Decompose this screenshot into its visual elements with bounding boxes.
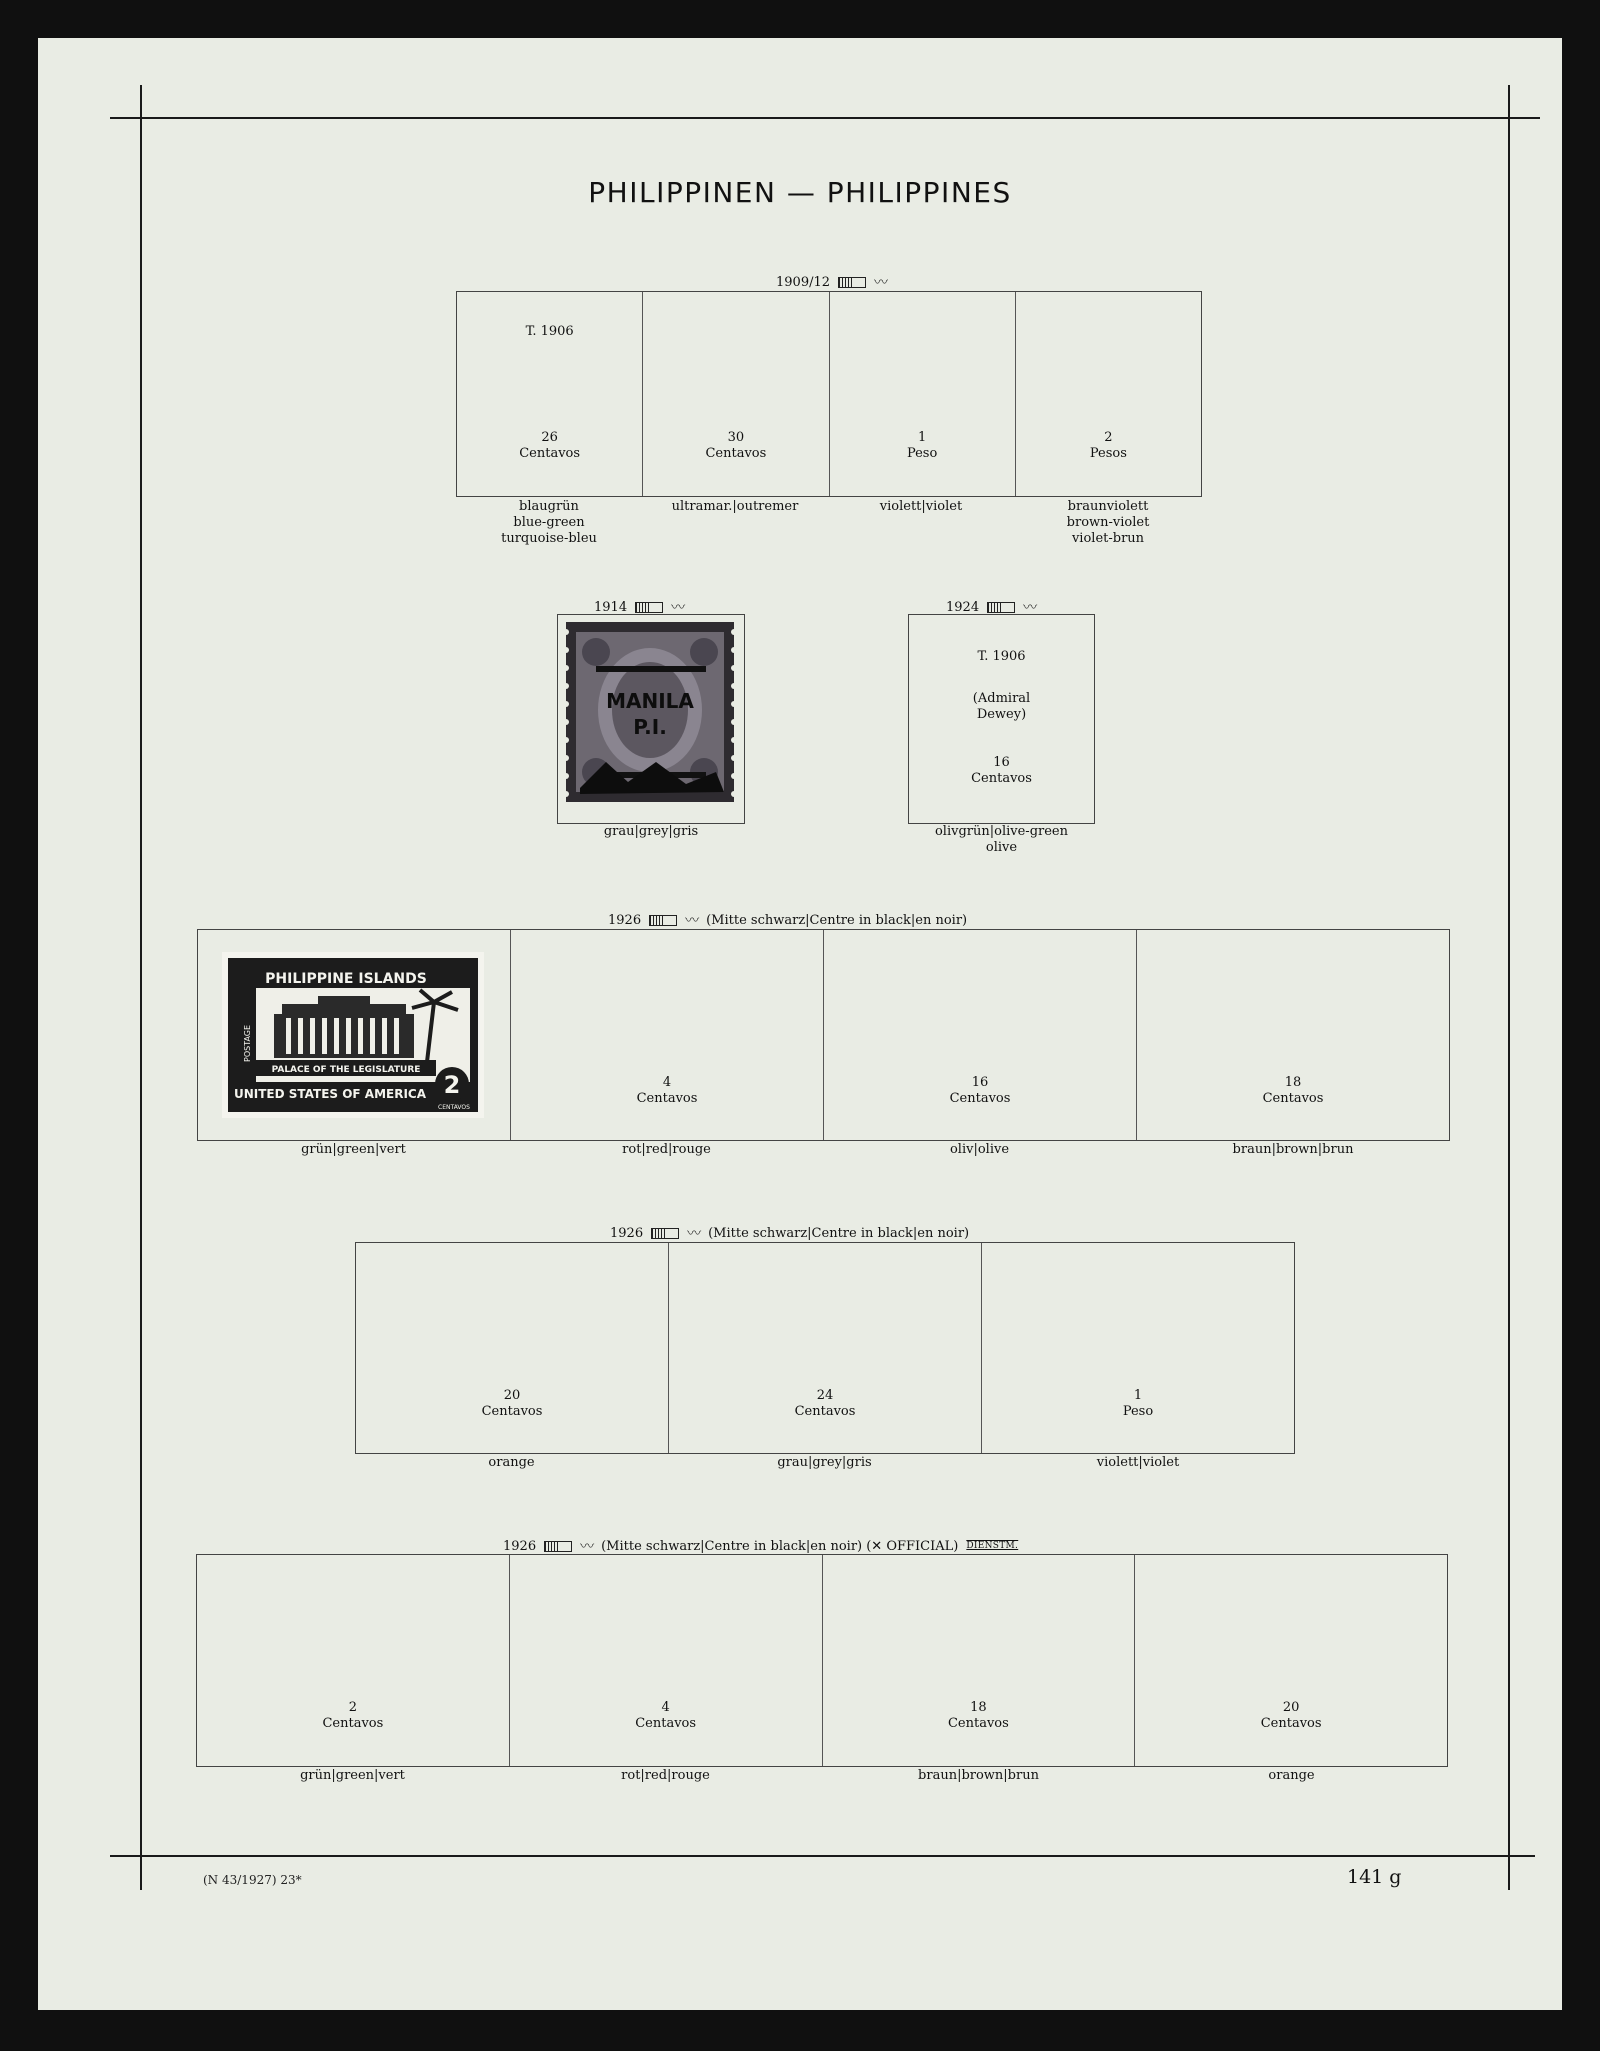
watermark-icon: 〰 [580, 1539, 594, 1555]
stamp-value: 24 [816, 1388, 834, 1403]
page-number: 141 g [1347, 1866, 1402, 1888]
color-label: violett|violet [1096, 1455, 1180, 1470]
color-label: blaugrün blue-green turquoise-bleu [501, 499, 597, 546]
color-label: grün|green|vert [300, 1768, 405, 1783]
stamp-slot[interactable] [642, 292, 828, 496]
section-header-1909 [776, 272, 887, 292]
color-label: rot|red|rouge [621, 1768, 710, 1783]
stamp-slot[interactable] [510, 930, 823, 1140]
official-mark: DIENSTM. [966, 1541, 1019, 1551]
stamp-unit: Peso [906, 446, 938, 461]
stamp-value: 26 [541, 430, 558, 445]
stamp-unit: Centavos [1262, 1091, 1324, 1106]
year-label: 1926 [503, 1538, 537, 1554]
color-label: oliv|olive [949, 1142, 1010, 1157]
stamp-slot[interactable] [197, 1555, 509, 1766]
stamp-unit: Centavos [971, 771, 1032, 786]
stamp-slot[interactable] [1134, 1555, 1447, 1766]
left-border-rule [140, 85, 142, 1890]
sub-note-line-2: Dewey) [976, 707, 1027, 722]
stamp-frame-row-1909 [456, 291, 1202, 497]
section-header-1926-b [610, 1223, 969, 1243]
overprint-line-2: P.I. [633, 715, 667, 739]
stamp-slot[interactable] [457, 292, 642, 496]
watermark-icon: 〰 [685, 913, 699, 929]
perforation-icon [987, 602, 1015, 613]
watermark-icon: 〰 [1023, 600, 1037, 616]
page-title: PHILIPPINEN — PHILIPPINES [588, 176, 1012, 209]
stamp-slot[interactable] [509, 1555, 822, 1766]
color-label: grün|green|vert [301, 1142, 406, 1157]
stamp-frame-row-1926-b [355, 1242, 1295, 1454]
stamp-slot[interactable] [1136, 930, 1449, 1140]
stamp-unit: Centavos [636, 1091, 698, 1106]
perforation-icon [544, 1541, 572, 1552]
stamp-unit: Centavos [481, 1404, 543, 1419]
watermark-icon: 〰 [687, 1226, 701, 1242]
bottom-border-rule [110, 1855, 1535, 1857]
color-label: violett|violet [879, 499, 963, 514]
color-label: grau|grey|gris [777, 1455, 872, 1470]
year-label: 1926 [610, 1225, 644, 1241]
sub-note-line-1: (Admiral [972, 691, 1031, 706]
stamp-value: 20 [503, 1388, 521, 1403]
stamp-image-manila-overprint[interactable] [566, 622, 734, 802]
year-label: 1924 [946, 599, 980, 615]
perforation-icon [635, 602, 663, 613]
stamp-value: 18 [1284, 1075, 1302, 1090]
section-header-1926-a [608, 910, 967, 930]
stamp-slot[interactable] [981, 1243, 1294, 1453]
stamp-value: 20 [1282, 1700, 1300, 1715]
perforation-icon [838, 277, 866, 288]
stamp-slot[interactable] [668, 1243, 981, 1453]
header-note: (Mitte schwarz|Centre in black|en noir) (✕ OFFICIAL) [601, 1538, 959, 1554]
stamp-value: 1 [917, 430, 927, 445]
year-label: 1926 [608, 912, 642, 928]
color-label: olivgrün|olive-green olive [934, 824, 1068, 855]
stamp-denomination: 2 [443, 1071, 461, 1099]
watermark-icon: 〰 [874, 275, 888, 291]
stamp-value: 1 [1133, 1388, 1143, 1403]
palace-building [274, 996, 414, 1058]
stamp-slot[interactable] [1015, 292, 1201, 496]
stamp-bottom-text: UNITED STATES OF AMERICA [233, 1087, 427, 1101]
type-note: T. 1906 [525, 324, 574, 339]
right-border-rule [1508, 85, 1510, 1890]
type-note: T. 1906 [977, 649, 1026, 664]
stamp-slot[interactable] [823, 930, 1136, 1140]
stamp-unit: Centavos [519, 446, 581, 461]
print-reference: (N 43/1927) 23* [203, 1873, 302, 1887]
color-label: braun|brown|brun [918, 1768, 1039, 1783]
header-note: (Mitte schwarz|Centre in black|en noir) [708, 1225, 970, 1241]
stamp-unit: Centavos [794, 1404, 856, 1419]
stamp-slot[interactable] [356, 1243, 668, 1453]
stamp-unit: Centavos [705, 446, 767, 461]
stamp-slot[interactable] [822, 1555, 1135, 1766]
stamp-unit: Centavos [635, 1716, 697, 1731]
stamp-frame-1924 [908, 614, 1095, 824]
section-header-1926-official [503, 1536, 1018, 1556]
color-label: braunviolett brown-violet violet-brun [1066, 499, 1150, 546]
color-label: orange [1268, 1768, 1315, 1783]
stamp-unit: Centavos [947, 1716, 1009, 1731]
stamp-image-palace-legislature[interactable] [222, 952, 484, 1118]
stamp-value: 30 [727, 430, 745, 445]
year-label: 1914 [594, 599, 628, 615]
stamp-value: 4 [661, 1700, 670, 1715]
stamp-value: 2 [1104, 430, 1113, 445]
stamp-unit: Peso [1122, 1404, 1154, 1419]
stamp-value: 18 [970, 1700, 987, 1715]
stamp-value: 4 [662, 1075, 672, 1090]
stamp-slot[interactable] [909, 615, 1094, 823]
stamp-slot[interactable] [829, 292, 1015, 496]
stamp-caption: PALACE OF THE LEGISLATURE [271, 1065, 421, 1075]
header-note: (Mitte schwarz|Centre in black|en noir) [706, 912, 968, 928]
overprint-line-1: MANILA [606, 689, 694, 713]
stamp-value: 2 [348, 1700, 358, 1715]
color-label: rot|red|rouge [622, 1142, 711, 1157]
stamp-top-text: PHILIPPINE ISLANDS [265, 971, 427, 987]
stamp-value: 16 [971, 1075, 989, 1090]
stamp-frame-row-1926-official [196, 1554, 1448, 1767]
color-label: ultramar.|outremer [671, 499, 799, 514]
stamp-side-text: POSTAGE [243, 1024, 252, 1062]
color-label: grau|grey|gris [603, 824, 699, 839]
perforation-icon [651, 1228, 679, 1239]
color-label: orange [488, 1455, 535, 1470]
watermark-icon: 〰 [671, 600, 685, 616]
stamp-denomination-unit: CENTAVOS [438, 1104, 470, 1111]
year-label: 1909/12 [776, 274, 831, 290]
stamp-unit: Centavos [1260, 1716, 1322, 1731]
top-border-rule [110, 117, 1540, 119]
color-label: braun|brown|brun [1232, 1142, 1354, 1157]
stamp-unit: Centavos [322, 1716, 384, 1731]
stamp-value: 16 [993, 755, 1010, 770]
stamp-unit: Centavos [949, 1091, 1011, 1106]
stamp-unit: Pesos [1089, 446, 1127, 461]
perforation-icon [649, 915, 677, 926]
